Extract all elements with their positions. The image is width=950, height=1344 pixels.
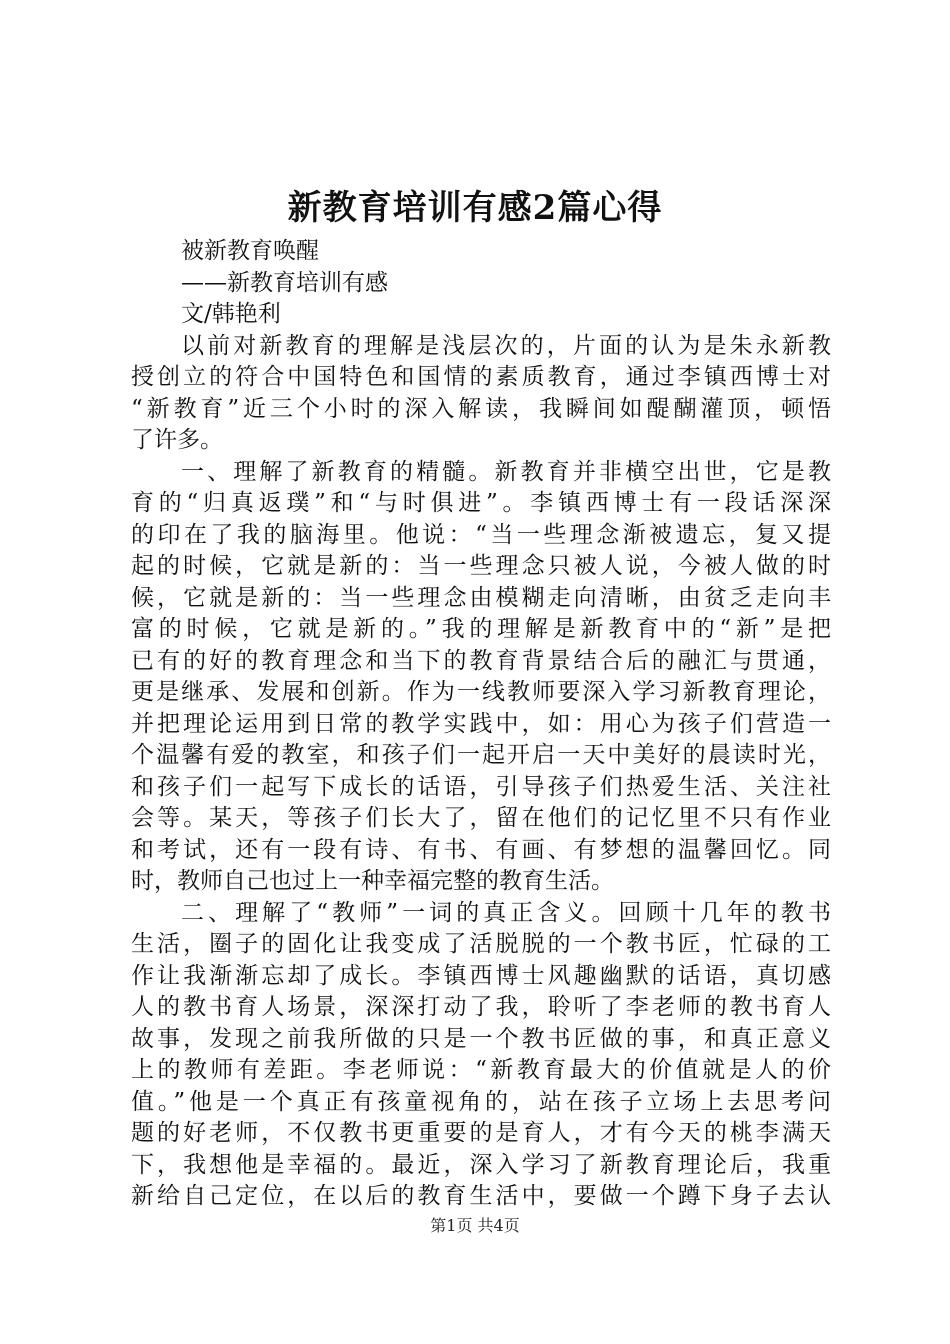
body-line: 下，我想他是幸福的。最近，深入学习了新教育理论后，我重 xyxy=(131,1151,831,1178)
body-line: 新给自己定位，在以后的教育生活中，要做一个蹲下身子去认 xyxy=(131,1183,831,1209)
document-title: 新教育培训有感2篇心得 xyxy=(287,188,663,228)
body-line: 并把理论运用到日常的教学实践中，如：用心为孩子们营造一 xyxy=(131,710,831,737)
body-line: 人的教书育人场景，深深打动了我，聆听了李老师的教书育人 xyxy=(131,994,831,1020)
body-line: 时，教师自己也过上一种幸福完整的教育生活。 xyxy=(131,868,614,894)
body-line: 上的教师有差距。李老师说：“新教育最大的价值就是人的价 xyxy=(131,1057,831,1083)
article-author: 文/韩艳利 xyxy=(181,301,281,327)
body-line: 会等。某天，等孩子们长大了，留在他们的记忆里不只有作业 xyxy=(131,805,831,831)
body-line: 富的时候，它就是新的。”我的理解是新教育中的“新”是把 xyxy=(131,616,831,642)
body-line: 和考试，还有一段有诗、有书、有画、有梦想的温馨回忆。同 xyxy=(131,836,831,863)
body-line: 的印在了我的脑海里。他说：“当一些理念渐被遗忘，复又提 xyxy=(131,521,831,548)
body-line: 育的“归真返璞”和“与时俱进”。李镇西博士有一段话深深 xyxy=(131,490,831,516)
body-line: 题的好老师，不仅教书更重要的是育人，才有今天的桃李满天 xyxy=(131,1120,831,1146)
body-line: 已有的好的教育理念和当下的教育背景结合后的融汇与贯通， xyxy=(131,647,831,674)
article-subheading: ——新教育培训有感 xyxy=(181,269,388,296)
body-line: 了许多。 xyxy=(131,427,223,453)
body-line: 更是继承、发展和创新。作为一线教师要深入学习新教育理论， xyxy=(131,679,831,705)
body-line: 生活，圈子的固化让我变成了活脱脱的一个教书匠，忙碌的工 xyxy=(131,931,831,957)
body-line: 作让我渐渐忘却了成长。李镇西博士风趣幽默的话语，真切感 xyxy=(131,962,831,989)
article-subtitle: 被新教育唤醒 xyxy=(181,238,319,264)
body-line: “新教育”近三个小时的深入解读，我瞬间如醍醐灌顶，顿悟 xyxy=(131,395,831,422)
body-line: 和孩子们一起写下成长的话语，引导孩子们热爱生活、关注社 xyxy=(131,773,831,800)
body-line: 以前对新教育的理解是浅层次的，片面的认为是朱永新教 xyxy=(181,332,831,359)
body-line: 二、理解了“教师”一词的真正含义。回顾十几年的教书 xyxy=(181,899,831,926)
body-line: 值。”他是一个真正有孩童视角的，站在孩子立场上去思考问 xyxy=(131,1088,831,1115)
body-line: 一、理解了新教育的精髓。新教育并非横空出世，它是教 xyxy=(181,458,831,485)
body-line: 起的时候，它就是新的：当一些理念只被人说，今被人做的时 xyxy=(131,553,831,579)
body-line: 故事，发现之前我所做的只是一个教书匠做的事，和真正意义 xyxy=(131,1025,831,1052)
document-body xyxy=(131,236,831,1213)
body-line: 个温馨有爱的教室，和孩子们一起开启一天中美好的晨读时光， xyxy=(131,742,831,768)
body-line: 候，它就是新的：当一些理念由模糊走向清晰，由贫乏走向丰 xyxy=(131,584,831,611)
page-footer: 第1页 共4页 xyxy=(430,1216,520,1235)
body-line: 授创立的符合中国特色和国情的素质教育，通过李镇西博士对 xyxy=(131,364,831,390)
